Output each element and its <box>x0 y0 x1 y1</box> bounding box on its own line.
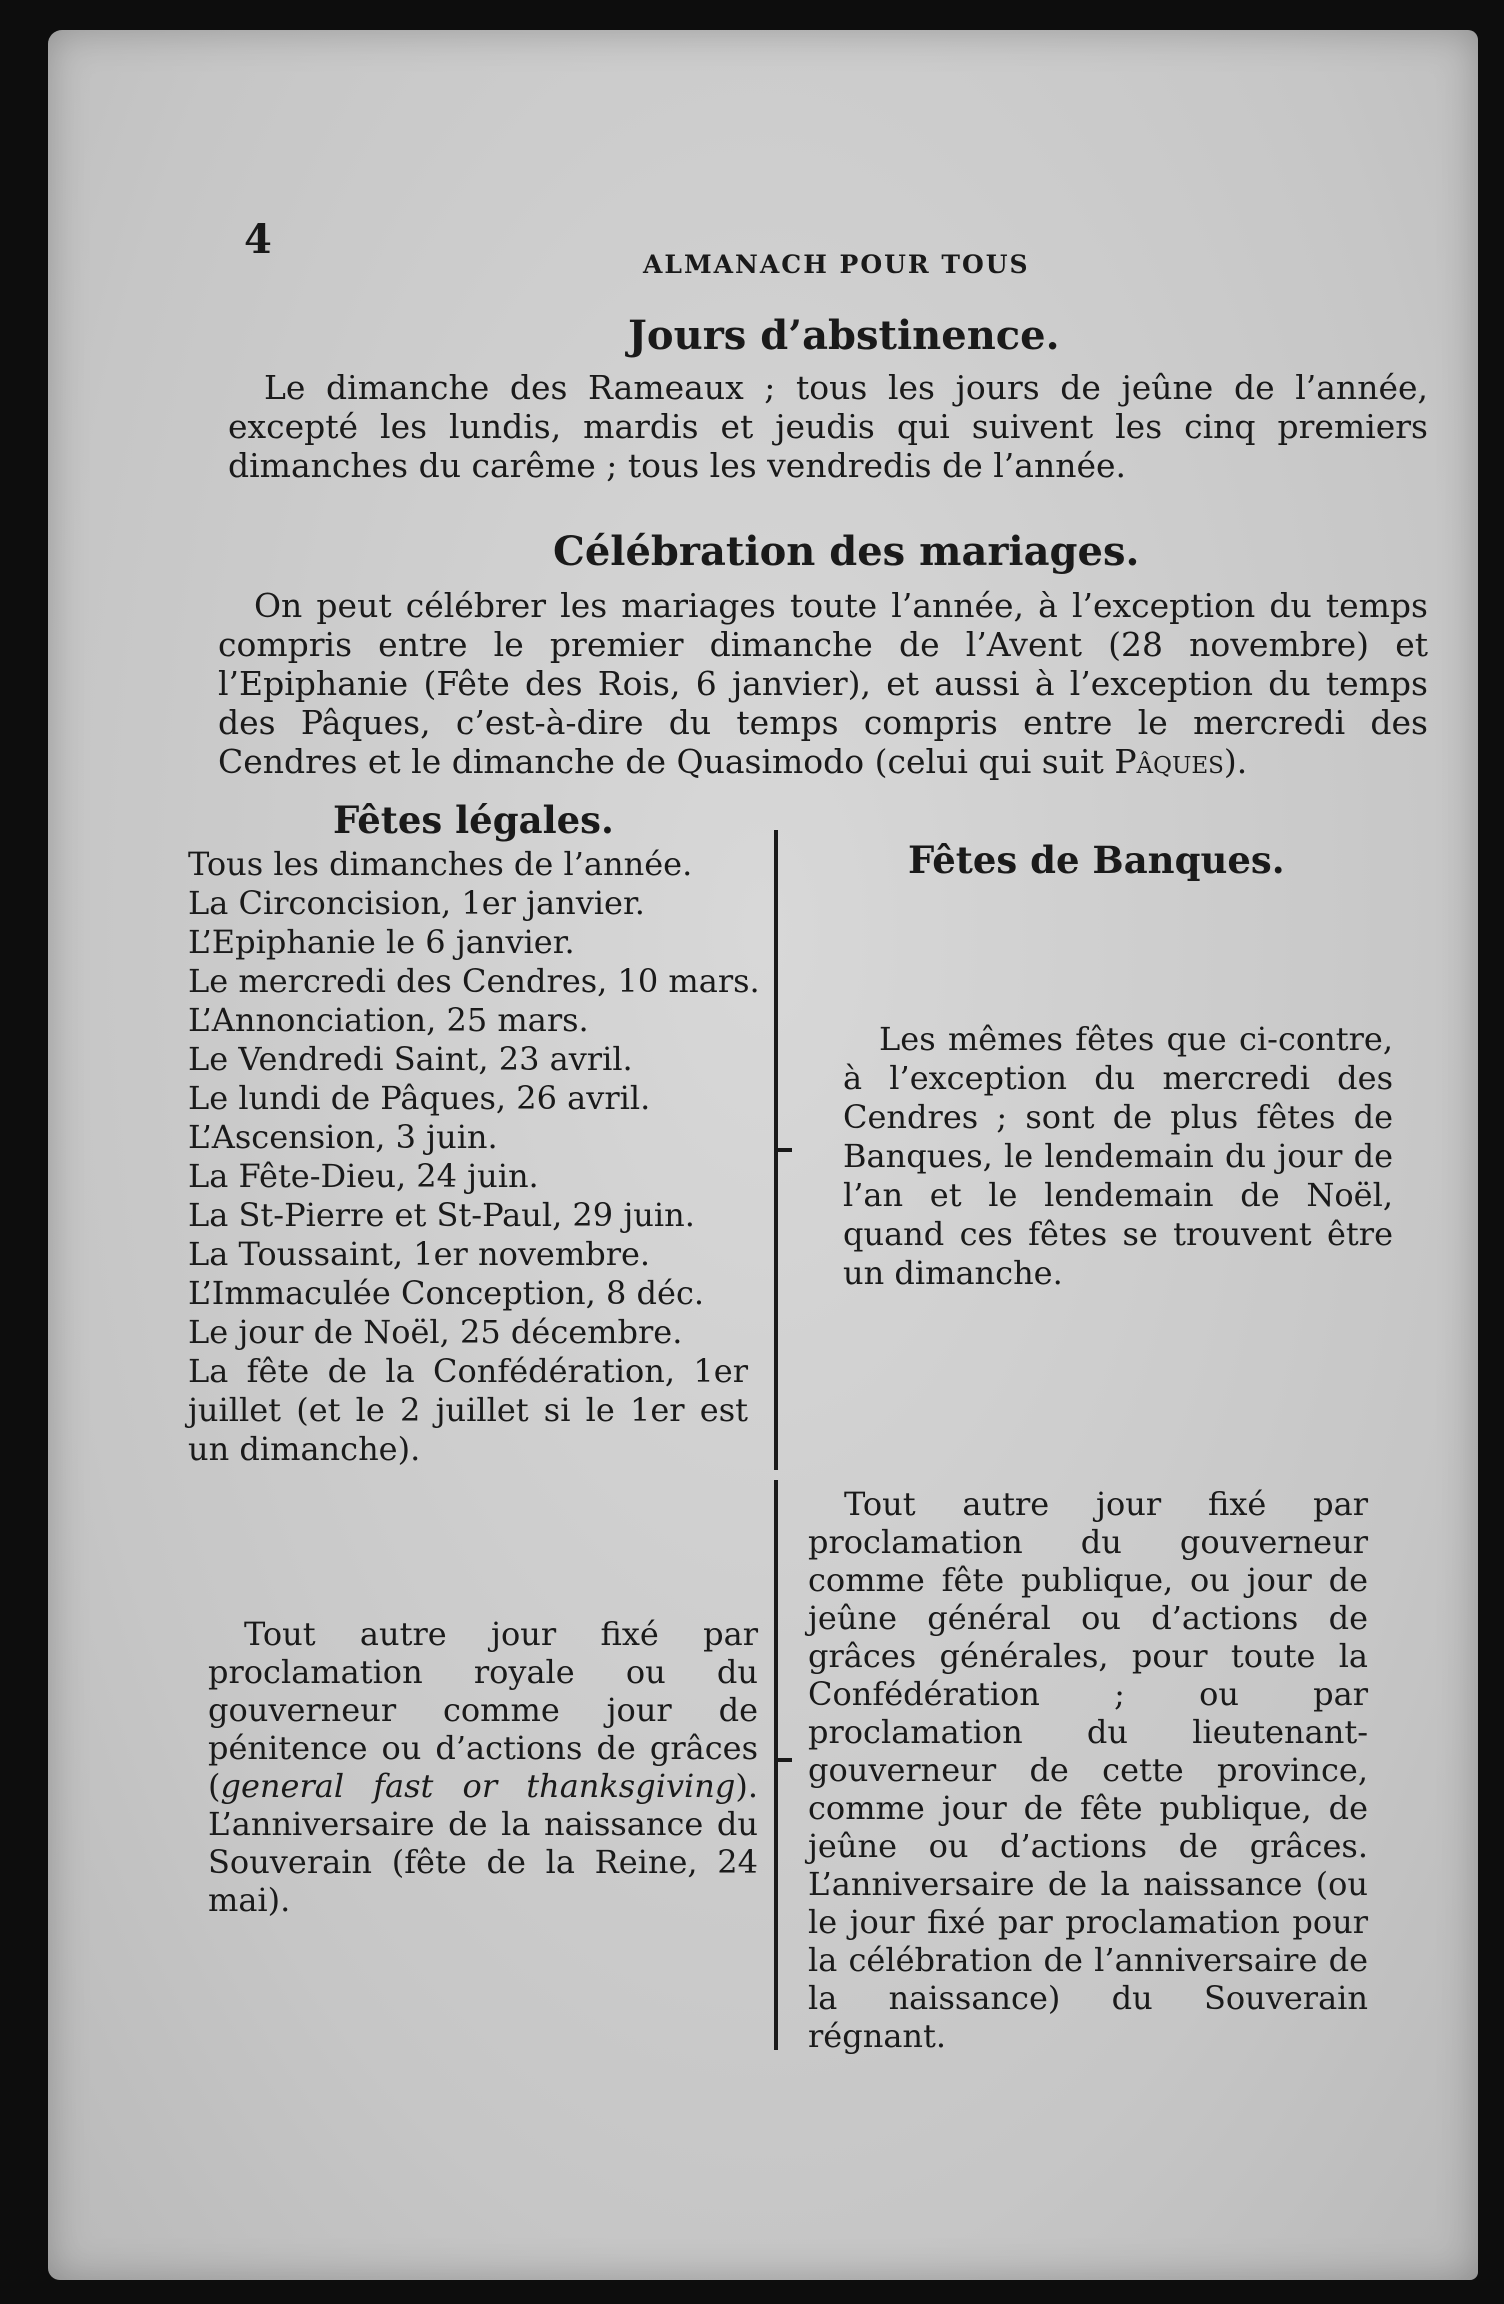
fete-item: L’Immaculée Conception, 8 déc. <box>188 1274 705 1312</box>
autre-jour-right-text: Tout autre jour fixé par proclamation du gouverneur comme fête publique, ou jour de jeûne général ou d’actions de grâces générales, pour toute la Confédération ; ou par proclamation du lieutenant-gouverneur de cette province, comme jour de fête publique, de jeûne ou d’actions de grâces. L’anniversaire de la naissance (ou le jour fixé par proclamation pour la célébration de l’anniversaire de la naissance) du Souverain régnant. <box>808 1485 1368 2055</box>
brace-upper-tip <box>778 1148 792 1152</box>
fete-item: La Toussaint, 1er novembre. <box>188 1235 651 1273</box>
fete-item: L’Ascension, 3 juin. <box>188 1118 498 1156</box>
fetes-banques-paragraph: Les mêmes fêtes que ci-contre, à l’exception du mercredi des Cendres ; sont de plus fêtes de Banques, le lendemain du jour de l’an et le lendemain de Noël, quand ces fêtes se trouvent être un dimanche. <box>843 1020 1393 1292</box>
autre-jour-left-before: Tout autre jour fixé par proclamation royale ou du gouverneur comme jour de pénitence ou d’actions de grâces ( <box>208 1615 758 1805</box>
fetes-legales-heading: Fêtes légales. <box>333 798 614 842</box>
running-head: ALMANACH POUR TOUS <box>643 250 1030 279</box>
autre-jour-right <box>808 1485 1368 2055</box>
fetes-legales-list <box>188 845 788 1469</box>
autre-jour-left-italic: general fast or thanksgiving <box>220 1767 736 1805</box>
mariages-text <box>218 586 1428 781</box>
mariages-text-before: On peut célébrer les mariages toute l’année, à l’exception du temps compris entre le premier dimanche de l’Avent (28 novembre) et l’Epiphanie (Fête des Rois, 6 janvier), et aussi à l’exception du temps des Pâques, c’est-à-dire du temps compris entre le mercredi des Cendres et le dimanche de Quasimodo (celui qui suit <box>218 586 1428 781</box>
fete-item: Le Vendredi Saint, 23 avril. <box>188 1040 633 1078</box>
fete-item: Tous les dimanches de l’année. <box>188 845 693 883</box>
abstinence-paragraph <box>228 368 1428 485</box>
fete-item: La Fête-Dieu, 24 juin. <box>188 1157 539 1195</box>
fetes-banques-text <box>843 1020 1393 1293</box>
mariages-text-after: ). <box>1223 742 1248 781</box>
fete-item: Le jour de Noël, 25 décembre. <box>188 1313 683 1351</box>
fete-item: Le mercredi des Cendres, 10 mars. <box>188 962 760 1000</box>
fete-item: La St-Pierre et St-Paul, 29 juin. <box>188 1196 695 1234</box>
fete-item: L’Epiphanie le 6 janvier. <box>188 923 575 961</box>
fetes-banques-heading: Fêtes de Banques. <box>908 838 1285 882</box>
brace-lower <box>760 1480 778 2050</box>
page-number: 4 <box>244 216 272 263</box>
fete-item: La fête de la Confédération, 1er juillet (et le 2 juillet si le 1er est un dimanche). <box>188 1352 748 1468</box>
mariages-text-paques: Pâques <box>1114 742 1224 781</box>
almanac-page <box>48 30 1478 2280</box>
autre-jour-left-text <box>208 1615 758 1919</box>
fete-item: La Circoncision, 1er janvier. <box>188 884 645 922</box>
autre-jour-left <box>208 1615 758 1919</box>
autre-jour-left-after: ). L’anniversaire de la naissance du Souverain (fête de la Reine, 24 mai). <box>208 1767 758 1919</box>
fete-item: L’Annonciation, 25 mars. <box>188 1001 589 1039</box>
brace-lower-tip <box>778 1758 792 1762</box>
mariages-paragraph <box>218 586 1428 781</box>
mariages-heading: Célébration des mariages. <box>553 528 1140 575</box>
abstinence-heading: Jours d’abstinence. <box>628 312 1060 359</box>
brace-upper <box>760 830 778 1470</box>
fete-item: Le lundi de Pâques, 26 avril. <box>188 1079 651 1117</box>
abstinence-text: Le dimanche des Rameaux ; tous les jours de jeûne de l’année, excepté les lundis, mardis et jeudis qui suivent les cinq premiers dimanches du carême ; tous les vendredis de l’année. <box>228 368 1428 485</box>
